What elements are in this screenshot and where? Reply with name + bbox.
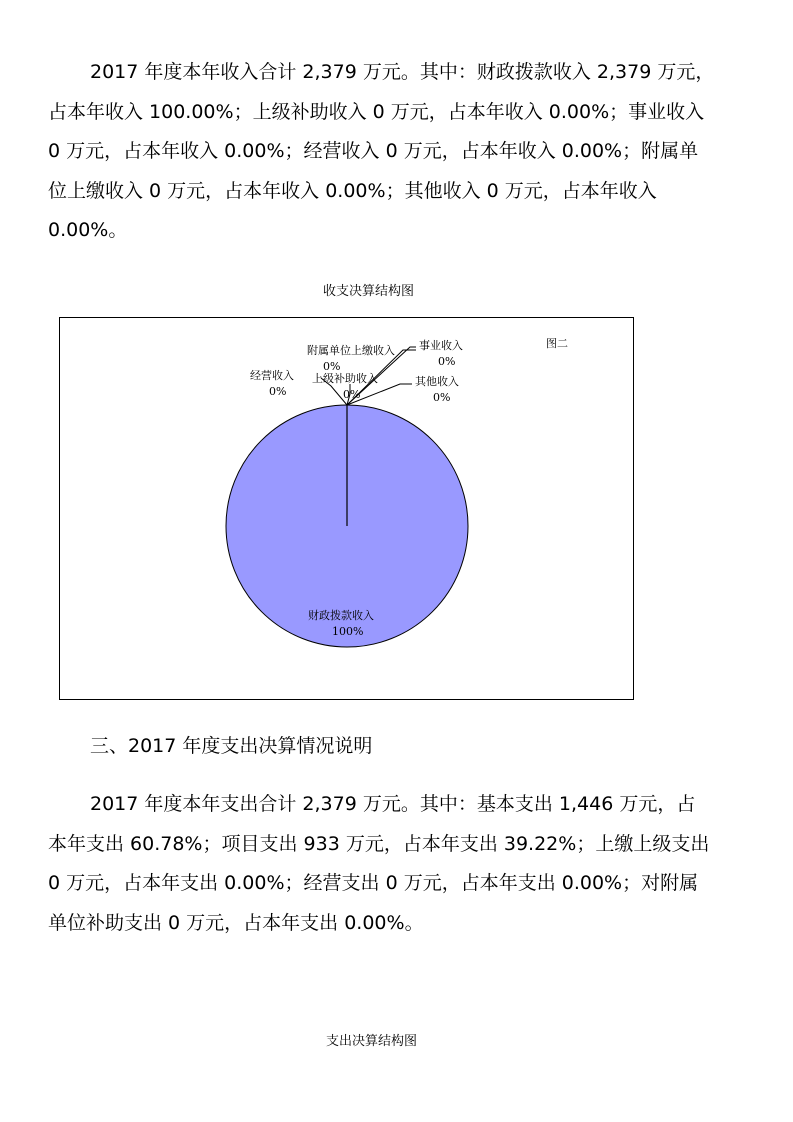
label-business-value: 0% (438, 355, 456, 368)
income-pie-chart (59, 317, 634, 700)
expense-paragraph (48, 785, 748, 943)
income-line-3: 0 万元，占本年收入 0.00%；经营收入 0 万元，占本年收入 0.00%；附属单 (48, 140, 699, 162)
label-affiliated-name: 附属单位上缴收入 (307, 344, 395, 357)
income-line-1: 2017 年度本年收入合计 2,379 万元。其中：财政拨款收入 2,379 万元， (90, 61, 715, 83)
expense-line-3: 0 万元，占本年支出 0.00%；经营支出 0 万元，占本年支出 0.00%；对附属 (48, 872, 699, 894)
label-other-name: 其他收入 (415, 375, 459, 388)
figure-label: 图二 (546, 337, 568, 350)
label-affiliated-value: 0% (323, 360, 341, 373)
label-fiscal-name: 财政拨款收入 (308, 609, 374, 622)
income-line-2: 占本年收入 100.00%；上级补助收入 0 万元，占本年收入 0.00%；事业收入 (48, 100, 705, 123)
label-operating-name: 经营收入 (250, 369, 294, 382)
income-line-5: 0.00%。 (48, 219, 128, 241)
income-line-4: 位上缴收入 0 万元，占本年收入 0.00%；其他收入 0 万元，占本年收入 (48, 179, 657, 202)
label-fiscal-value: 100% (332, 625, 364, 638)
label-superior-name: 上级补助收入 (312, 372, 378, 385)
section-heading-expense: 三、2017 年度支出决算情况说明 (90, 735, 373, 757)
expense-chart-title: 支出决算结构图 (325, 1034, 417, 1049)
label-business-name: 事业收入 (419, 339, 463, 352)
expense-line-4: 单位补助支出 0 万元，占本年支出 0.00%。 (48, 911, 424, 934)
expense-line-1: 2017 年度本年支出合计 2,379 万元。其中：基本支出 1,446 万元，占 (90, 793, 696, 815)
expense-line-2: 本年支出 60.78%；项目支出 933 万元，占本年支出 39.22%；上缴上级支出 (48, 832, 710, 855)
income-paragraph (48, 53, 748, 251)
pie-chart-svg (60, 318, 633, 699)
label-other-value: 0% (433, 391, 451, 404)
income-chart-title: 收支决算结构图 (322, 284, 414, 299)
label-operating-value: 0% (269, 385, 287, 398)
label-superior-value: 0% (343, 388, 361, 401)
